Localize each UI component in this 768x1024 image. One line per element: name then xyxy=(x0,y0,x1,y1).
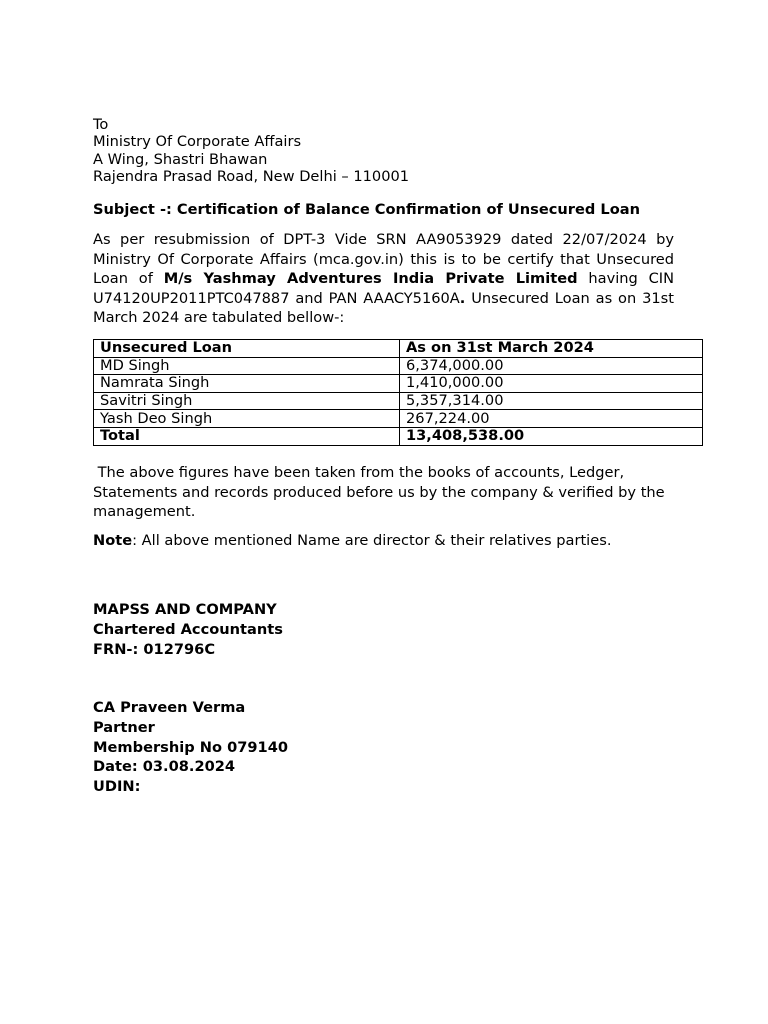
signature-date: Date: 03.08.2024 xyxy=(93,758,236,776)
table-cell-amount: 5,357,314.00 xyxy=(400,392,703,410)
table-row xyxy=(94,392,703,410)
table-header-row xyxy=(94,340,703,358)
table-row xyxy=(94,357,703,375)
subject-line: Subject -: Certification of Balance Confirmation of Unsecured Loan xyxy=(93,201,640,218)
udin-label: UDIN: xyxy=(93,778,141,796)
note-label: Note xyxy=(93,532,133,549)
firm-type: Chartered Accountants xyxy=(93,620,283,638)
table-total-row xyxy=(94,427,703,445)
table-cell-amount: 6,374,000.00 xyxy=(400,357,703,375)
table-cell-amount: 267,224.00 xyxy=(400,410,703,428)
figures-statement: The above figures have been taken from the books of accounts, Ledger, Statements and records produced before us by the company & verified by the management. xyxy=(93,464,670,521)
company-name: M/s Yashmay Adventures India Private Limited xyxy=(163,270,578,288)
unsecured-loan-table xyxy=(93,339,703,446)
table-total-label: Total xyxy=(94,427,400,445)
table-cell-name: MD Singh xyxy=(94,357,400,375)
address-to: To xyxy=(93,116,109,133)
paragraph-dot: . xyxy=(459,289,466,307)
note-line xyxy=(93,532,674,550)
table-cell-amount: 1,410,000.00 xyxy=(400,375,703,393)
signatory-role: Partner xyxy=(93,718,155,736)
table-cell-name: Namrata Singh xyxy=(94,375,400,393)
table-total-amount: 13,408,538.00 xyxy=(400,427,703,445)
membership-number: Membership No 079140 xyxy=(93,738,289,756)
paragraph-part-3: Unsecured Loan as on 31st March 2024 are tabulated bellow-: xyxy=(93,289,674,327)
paragraph-part-2: having CIN U74120UP2011PTC047887 and PAN AAACY5160A xyxy=(93,270,674,307)
paragraph-part-1: As per resubmission of DPT-3 Vide SRN AA9053929 dated 22/07/2024 by Ministry Of Corporate Affairs (mca.gov.in) this is to be certify that Unsecured Loan of xyxy=(93,231,674,288)
address-line-2: A Wing, Shastri Bhawan xyxy=(93,150,268,168)
firm-frn: FRN-: 012796C xyxy=(93,640,216,658)
table-row xyxy=(94,410,703,428)
table-header-cell: Unsecured Loan xyxy=(94,340,400,358)
table-row xyxy=(94,375,703,393)
table-cell-name: Savitri Singh xyxy=(94,392,400,410)
recipient-address xyxy=(93,116,674,185)
table-header-cell: As on 31st March 2024 xyxy=(400,340,703,358)
address-line-3: Rajendra Prasad Road, New Delhi – 110001 xyxy=(93,167,410,185)
firm-name: MAPSS AND COMPANY xyxy=(93,601,277,618)
signatory-block xyxy=(93,698,674,797)
certification-paragraph xyxy=(93,230,674,328)
note-text: : All above mentioned Name are director & their relatives parties. xyxy=(132,532,612,549)
signatory-name: CA Praveen Verma xyxy=(93,699,246,716)
firm-block xyxy=(93,600,674,659)
address-line-1: Ministry Of Corporate Affairs xyxy=(93,133,302,151)
table-cell-name: Yash Deo Singh xyxy=(94,410,400,428)
